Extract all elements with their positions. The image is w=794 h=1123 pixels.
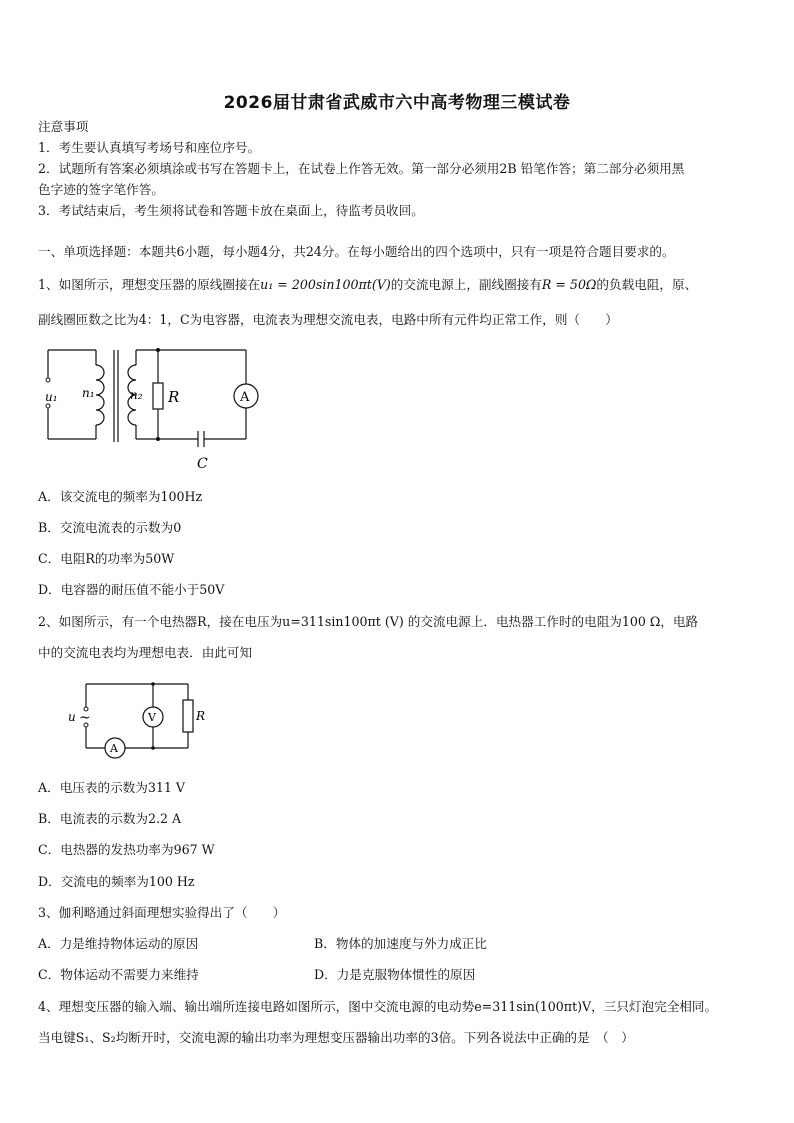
q2-option-c: C．电热器的发热功率为967 W: [38, 842, 215, 857]
page-title: 2026届甘肃省武威市六中高考物理三模试卷: [223, 93, 571, 113]
section-heading: 一、单项选择题：本题共6小题，每小题4分，共24分。在每小题给出的四个选项中，只有一项是符合题目要求的。: [38, 244, 675, 259]
q1-fig-u1: u₁: [45, 390, 58, 404]
q1-fig-R: R: [168, 388, 180, 406]
q3-stem: 3、伽利略通过斜面理想实验得出了（ ）: [38, 905, 286, 920]
q2-fig-R: R: [196, 709, 206, 723]
q3-option-a: A．力是维持物体运动的原因: [38, 936, 199, 951]
q2-stem-line2: 中的交流电表均为理想电表．由此可知: [38, 645, 253, 660]
notice-heading: 注意事项: [38, 119, 89, 134]
q1-stem-line2: 副线圈匝数之比为4：1，C为电容器，电流表为理想交流电表，电路中所有元件均正常工作，则（ ）: [38, 312, 618, 327]
notice-item-1: 1．考生要认真填写考场号和座位序号。: [38, 140, 261, 155]
notice-item-3: 3．考试结束后，考生须将试卷和答题卡放在桌面上，待监考员收回。: [38, 203, 424, 218]
notice-item-2-cont: 色字迹的签字笔作答。: [38, 182, 164, 197]
q2-fig-V: V: [148, 711, 156, 724]
q1-r-formula: R = 50Ω: [541, 277, 597, 292]
q1-stem-c: 的负载电阻，原、: [596, 277, 698, 292]
q1-fig-n1: n₁: [82, 386, 95, 400]
q1-stem-line1: [38, 276, 760, 294]
q2-option-d: D．交流电的频率为100 Hz: [38, 874, 195, 889]
q4-stem-line2: 当电键S₁、S₂均断开时，交流电源的输出功率为理想变压器输出功率的3倍。下列各说法中正确的是 （ ）: [38, 1030, 634, 1045]
q2-fig-tilde: ~: [79, 710, 91, 726]
q2-circuit-figure: [62, 678, 222, 763]
q1-option-c: C．电阻R的功率为50W: [38, 551, 175, 566]
q1-option-a: A．该交流电的频率为100Hz: [38, 489, 203, 504]
q2-option-b: B．电流表的示数为2.2 A: [38, 811, 182, 826]
q2-stem-line1: 2、如图所示，有一个电热器R，接在电压为u=311sin100πt (V) 的交流电源上．电热器工作时的电阻为100 Ω，电路: [38, 614, 699, 629]
q1-formula: u₁ = 200sin100πt(V): [260, 277, 391, 292]
q1-stem-b: 的交流电源上，副线圈接有: [390, 277, 542, 292]
q3-option-c: C．物体运动不需要力来维持: [38, 967, 199, 982]
q3-option-d: D．力是克服物体惯性的原因: [314, 967, 476, 982]
q2-fig-A: A: [110, 742, 118, 755]
q1-fig-C: C: [197, 456, 208, 472]
q4-stem-line1: 4、理想变压器的输入端、输出端所连接电路如图所示，图中交流电源的电动势e=311sin(100πt)V，三只灯泡完全相同。: [38, 999, 718, 1014]
q3-option-b: B．物体的加速度与外力成正比: [314, 936, 487, 951]
q1-circuit-figure: [38, 345, 268, 473]
q2-option-a: A．电压表的示数为311 V: [38, 780, 185, 795]
notice-item-2: 2．试题所有答案必须填涂或书写在答题卡上，在试卷上作答无效。第一部分必须用2B 铅笔作答；第二部分必须用黑: [38, 161, 685, 176]
q1-option-d: D．电容器的耐压值不能小于50V: [38, 582, 225, 597]
q2-fig-u: u: [68, 710, 76, 724]
q1-stem-a: 1、如图所示，理想变压器的原线圈接在: [38, 277, 261, 292]
q1-option-b: B．交流电流表的示数为0: [38, 520, 182, 535]
q1-fig-n2: n₂: [130, 388, 143, 402]
q1-fig-A: A: [240, 390, 250, 405]
